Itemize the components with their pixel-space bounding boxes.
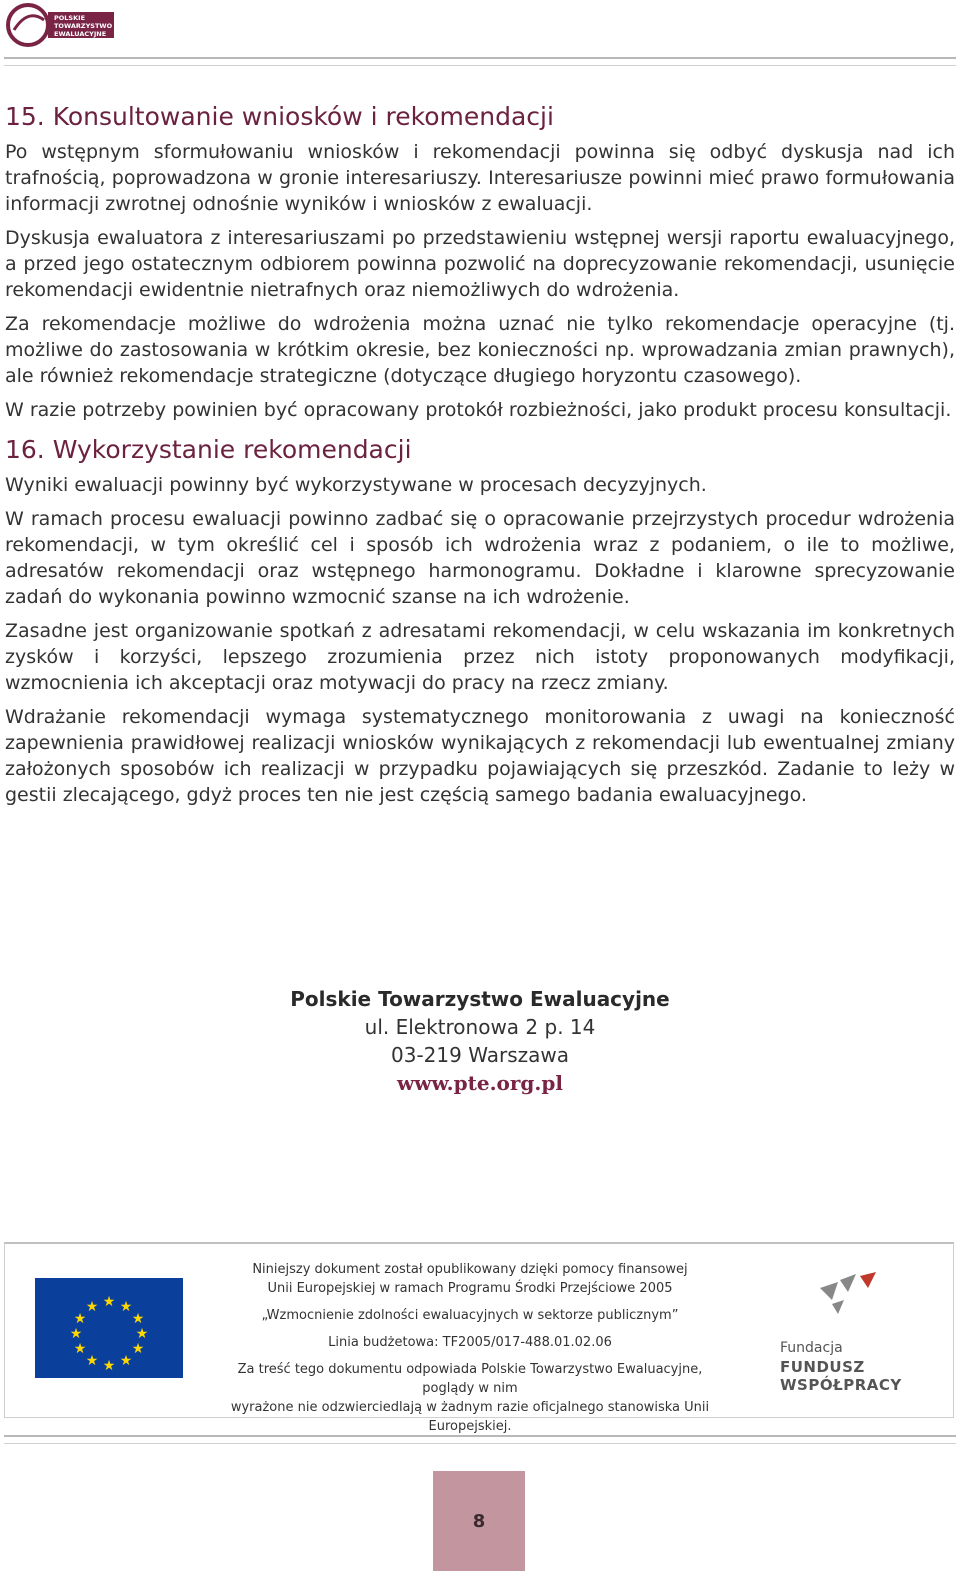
section-15-paragraph-2: Dyskusja ewaluatora z interesariuszami po przedstawieniu wstępnej wersji raportu ewaluacyjnego, a przed jego ostatecznym odbiorem powinna pozwolić na doprecyzowanie rekomendacji, usunięcie rekomendacji ewidentnie nietrafnych oraz niemożliwych do wdrożenia. xyxy=(5,227,955,301)
svg-text:★: ★ xyxy=(119,1353,133,1369)
svg-text:★: ★ xyxy=(69,1326,83,1342)
svg-text:★: ★ xyxy=(131,1341,145,1357)
section-15-paragraph-4: W razie potrzeby powinien być opracowany protokół rozbieżności, jako produkt procesu konsultacji. xyxy=(5,399,952,421)
address-block xyxy=(0,985,960,1097)
svg-text:★: ★ xyxy=(85,1353,99,1369)
funding-line-4: Linia budżetowa: TF2005/017-488.01.02.06 xyxy=(328,1335,612,1350)
funding-line-1: Niniejszy dokument został opublikowany dzięki pomocy finansowej xyxy=(252,1262,688,1277)
svg-text:★: ★ xyxy=(119,1299,133,1315)
street-address: ul. Elektronowa 2 p. 14 xyxy=(364,1015,596,1039)
funding-line-3: „Wzmocnienie zdolności ewaluacyjnych w sektorze publicznym” xyxy=(261,1308,679,1323)
section-15-paragraph-3: Za rekomendacje możliwe do wdrożenia można uznać nie tylko rekomendacje operacyjne (tj. możliwe do zastosowania w krótkim okresie, bez konieczności np. wprowadzania zmian prawnych), ale również rekomendacje strategiczne (dotyczące długiego horyzontu czasowego). xyxy=(5,313,955,387)
svg-text:★: ★ xyxy=(73,1341,87,1357)
page-number: 8 xyxy=(433,1471,525,1571)
header-divider xyxy=(4,57,956,66)
website-link[interactable]: www.pte.org.pl xyxy=(397,1071,563,1095)
eu-flag-icon xyxy=(35,1278,183,1378)
footer-divider xyxy=(4,1435,956,1444)
funding-statement xyxy=(225,1260,715,1436)
pte-logo xyxy=(4,2,116,48)
section-16-title: 16. Wykorzystanie rekomendacji xyxy=(5,435,412,464)
section-16-paragraph-3: Zasadne jest organizowanie spotkań z adresatami rekomendacji, w celu wskazania im konkretnych zysków i korzyści, lepszego zrozumienia przez nich istoty proponowanych modyfikacji, wzmocnienia ich akceptacji oraz motywacji do pracy na rzecz zmiany. xyxy=(5,620,955,694)
funding-line-6: wyrażone nie odzwierciedlają w żadnym razie oficjalnego stanowiska Unii Europejskiej. xyxy=(230,1400,710,1434)
svg-text:★: ★ xyxy=(102,1358,116,1374)
section-16-paragraph-1: Wyniki ewaluacji powinny być wykorzystywane w procesach decyzyjnych. xyxy=(5,474,707,496)
fundusz-label-2: FUNDUSZ WSPÓŁPRACY xyxy=(780,1358,902,1394)
svg-text:★: ★ xyxy=(85,1299,99,1315)
logo-line2: TOWARZYSTWO xyxy=(54,22,113,30)
section-16-paragraph-2: W ramach procesu ewaluacji powinno zadbać się o opracowanie przejrzystych procedur wdrożenia rekomendacji, w tym określić cel i sposób ich wdrożenia wraz z podaniem, o ile to możliwe, adresatów rekomendacji oraz wstępnego harmonogramu. Dokładne i klarowne sprecyzowanie zadań do wykonania powinno wzmocnić szanse na ich wdrożenie. xyxy=(5,508,955,608)
city-postcode: 03-219 Warszawa xyxy=(391,1043,569,1067)
main-content xyxy=(5,98,955,816)
svg-text:★: ★ xyxy=(102,1294,116,1310)
funding-line-5: Za treść tego dokumentu odpowiada Polskie Towarzystwo Ewaluacyjne, poglądy w nim xyxy=(237,1362,703,1396)
svg-text:★: ★ xyxy=(135,1326,149,1342)
section-15-title: 15. Konsultowanie wniosków i rekomendacji xyxy=(5,102,554,131)
logo-line3: EWALUACYJNE xyxy=(54,30,107,38)
fundusz-label-1: Fundacja xyxy=(780,1340,843,1356)
fundusz-wspolpracy-logo xyxy=(780,1270,940,1394)
section-16-paragraph-4: Wdrażanie rekomendacji wymaga systematycznego monitorowania z uwagi na konieczność zapewnienia prawidłowej realizacji wniosków wynikających z rekomendacji lub ewentualnej zmiany założonych sposobów ich realizacji w przypadku pojawiających się przeszkód. Zadanie to leży w gestii zlecającego, gdyż proces ten nie jest częścią samego badania ewaluacyjnego. xyxy=(5,706,955,806)
svg-text:★: ★ xyxy=(73,1311,87,1327)
svg-text:★: ★ xyxy=(131,1311,145,1327)
logo-line1: POLSKIE xyxy=(54,14,86,22)
funding-line-2: Unii Europejskiej w ramach Programu Środki Przejściowe 2005 xyxy=(267,1281,673,1296)
organization-name: Polskie Towarzystwo Ewaluacyjne xyxy=(290,987,670,1011)
funding-footer xyxy=(4,1242,954,1434)
section-15-paragraph-1: Po wstępnym sformułowaniu wniosków i rekomendacji powinna się odbyć dyskusja nad ich trafnością, poprowadzona w gronie interesariuszy. Interesariusze powinni mieć prawo formułowania informacji zwrotnej odnośnie wyników i wniosków z ewaluacji. xyxy=(5,141,955,215)
